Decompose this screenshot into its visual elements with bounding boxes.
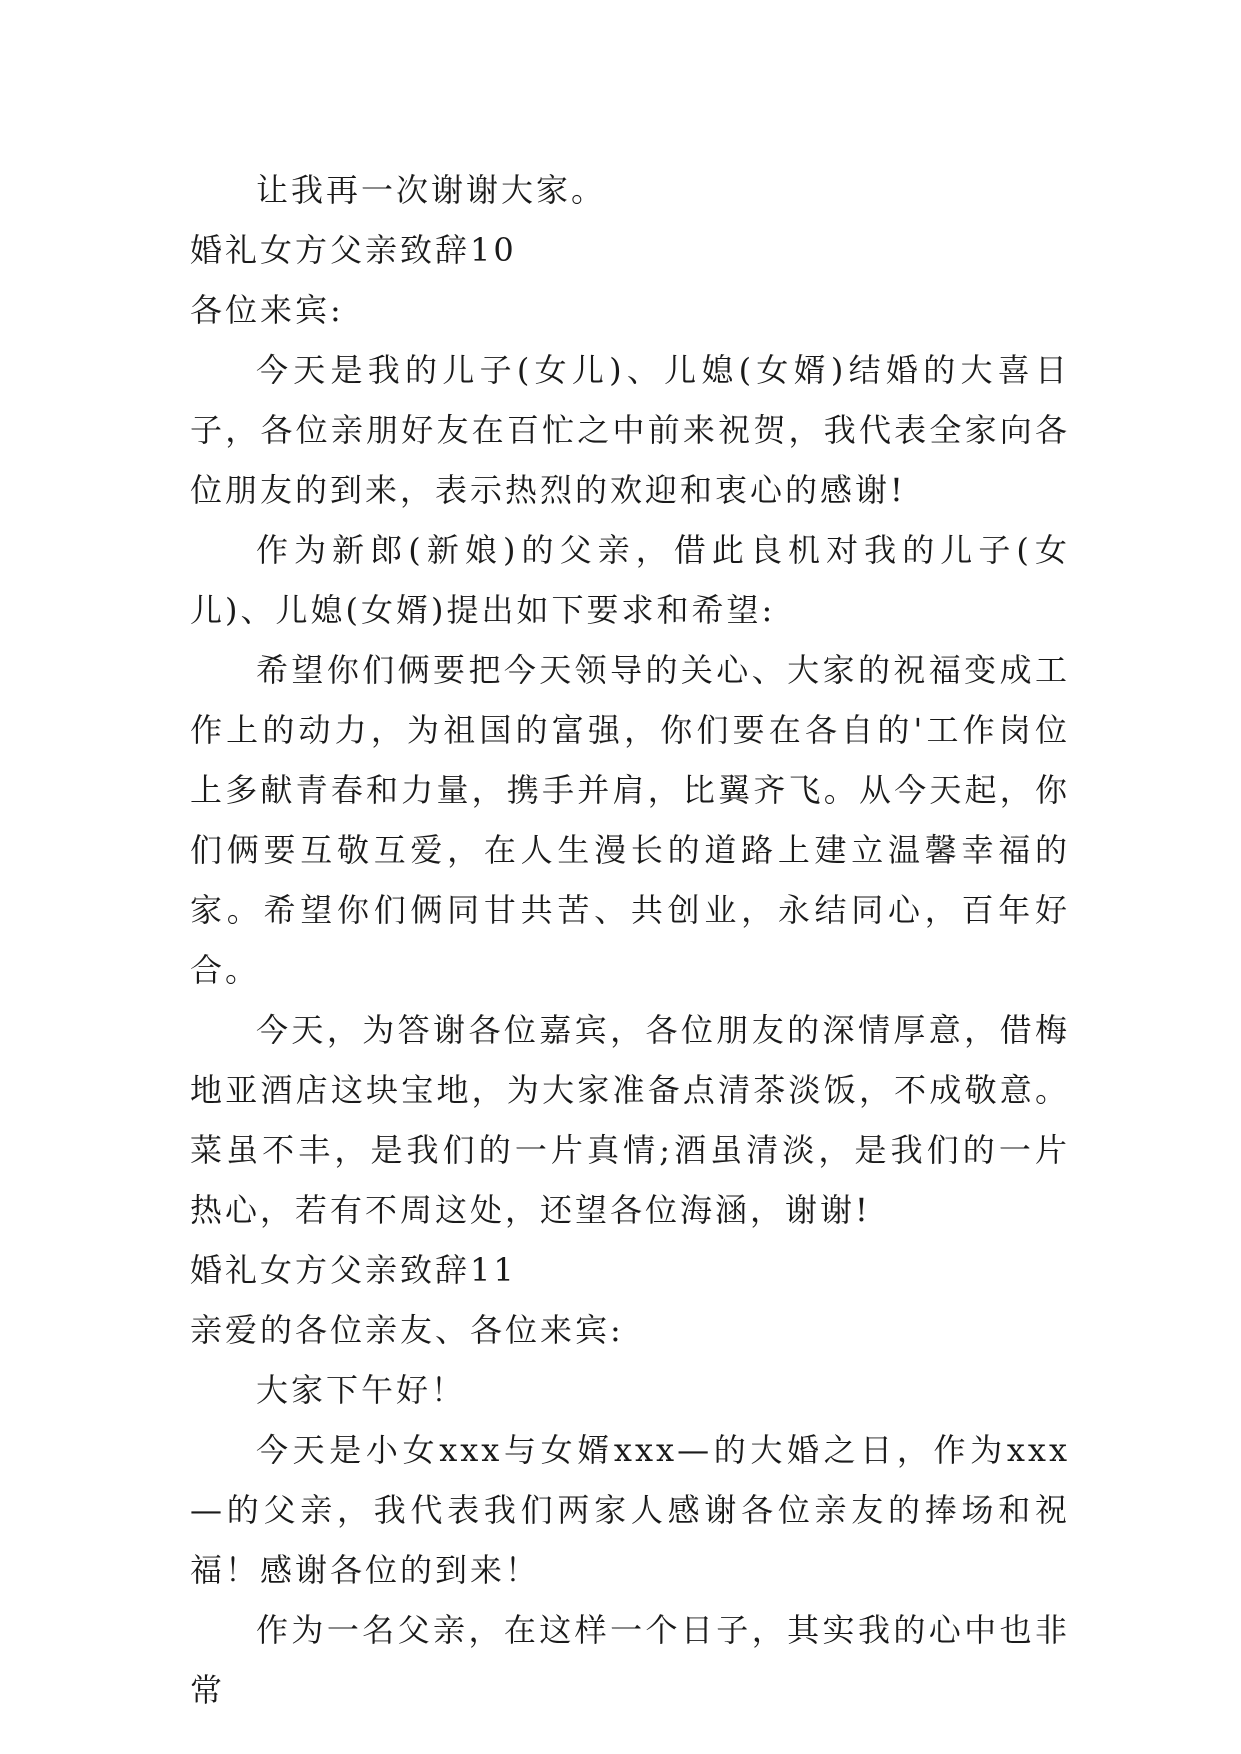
paragraph: 大家下午好！ <box>256 1371 467 1409</box>
paragraph: 作为一名父亲，在这样一个日子，其实我的心中也非常 <box>190 1611 1070 1709</box>
salutation: 各位来宾: <box>190 291 344 329</box>
section-heading: 婚礼女方父亲致辞11 <box>190 1251 517 1289</box>
salutation: 亲爱的各位亲友、各位来宾: <box>190 1311 624 1349</box>
paragraph: 今天是我的儿子(女儿)、儿媳(女婿)结婚的大喜日子，各位亲朋好友在百忙之中前来祝贺，我代表全家向各位朋友的到来，表示热烈的欢迎和衷心的感谢! <box>190 351 1070 509</box>
paragraph: 希望你们俩要把今天领导的关心、大家的祝福变成工作上的动力，为祖国的富强，你们要在各自的'工作岗位上多献青春和力量，携手并肩，比翼齐飞。从今天起，你们俩要互敬互爱，在人生漫长的道路上建立温馨幸福的家。希望你们俩同甘共苦、共创业，永结同心，百年好合。 <box>190 651 1070 989</box>
paragraph: 今天是小女xxx与女婿xxx—的大婚之日，作为xxx—的父亲，我代表我们两家人感谢各位亲友的捧场和祝福！感谢各位的到来！ <box>190 1431 1070 1589</box>
paragraph: 今天，为答谢各位嘉宾，各位朋友的深情厚意，借梅地亚酒店这块宝地，为大家准备点清茶淡饭，不成敬意。菜虽不丰，是我们的一片真情;酒虽清淡，是我们的一片热心，若有不周这处，还望各位海涵，谢谢! <box>190 1011 1070 1229</box>
document-body <box>190 160 1070 1720</box>
paragraph: 作为新郎(新娘)的父亲，借此良机对我的儿子(女儿)、儿媳(女婿)提出如下要求和希望: <box>190 531 1070 629</box>
paragraph: 让我再一次谢谢大家。 <box>256 171 607 209</box>
section-heading: 婚礼女方父亲致辞10 <box>190 231 517 269</box>
